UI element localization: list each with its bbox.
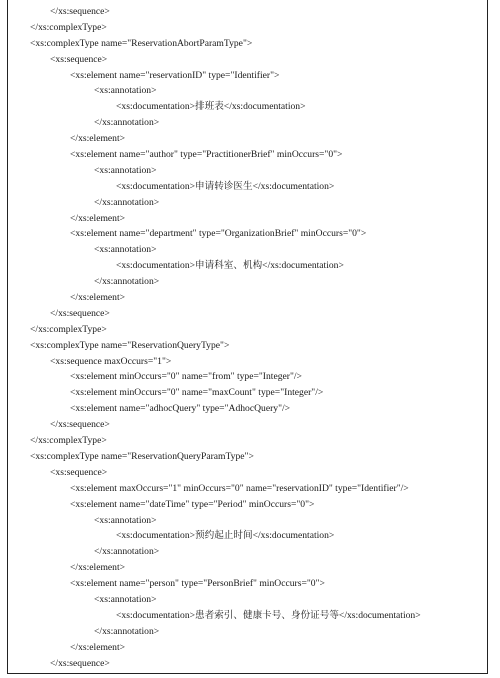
code-line: <xs:documentation>申请科室、机构</xs:documentation>	[116, 260, 344, 272]
code-line: <xs:element maxOccurs="1" minOccurs="0" name="reservationID" type="Identifier"/>	[70, 482, 409, 494]
code-line: <xs:annotation>	[94, 244, 157, 256]
code-line: </xs:element>	[70, 133, 126, 145]
code-line: <xs:sequence maxOccurs="1">	[50, 355, 172, 367]
code-line: <xs:element minOccurs="0" name="maxCount" type="Integer"/>	[70, 387, 324, 399]
code-line: </xs:element>	[70, 641, 126, 653]
code-line: </xs:element>	[70, 562, 126, 574]
code-line: <xs:documentation>患者索引、健康卡号、身份证号等</xs:documentation>	[116, 609, 421, 621]
code-line: <xs:annotation>	[94, 593, 157, 605]
code-line: <xs:documentation>预约起止时间</xs:documentation>	[116, 530, 335, 542]
code-line: <xs:complexType name="ReservationQueryParamType">	[30, 450, 254, 462]
xml-schema-code	[8, 4, 487, 671]
code-line: <xs:sequence>	[50, 466, 108, 478]
code-line: <xs:annotation>	[94, 514, 157, 526]
code-line: <xs:annotation>	[94, 85, 157, 97]
code-listing-frame	[7, 0, 488, 674]
code-line: </xs:complexType>	[30, 323, 107, 335]
code-line: <xs:complexType name="ReservationQueryType">	[30, 339, 230, 351]
code-line: <xs:element name="dateTime" type="Period" minOccurs="0">	[70, 498, 315, 510]
code-line: </xs:sequence>	[50, 419, 110, 431]
code-line: </xs:element>	[70, 292, 126, 304]
code-line: </xs:sequence>	[50, 6, 110, 17]
code-line: <xs:sequence>	[50, 53, 108, 65]
code-line: </xs:annotation>	[94, 117, 160, 129]
code-line: <xs:element name="adhocQuery" type="AdhocQuery"/>	[70, 403, 291, 415]
code-line: <xs:element name="person" type="PersonBrief" minOccurs="0">	[70, 578, 325, 590]
code-line: <xs:documentation>排班表</xs:documentation>	[116, 101, 306, 113]
code-line: <xs:documentation>申请转诊医生</xs:documentation>	[116, 180, 335, 192]
code-line: <xs:annotation>	[94, 164, 157, 176]
code-line: </xs:sequence>	[50, 657, 110, 669]
code-line: </xs:element>	[70, 212, 126, 224]
code-line: </xs:annotation>	[94, 625, 160, 637]
code-line: </xs:complexType>	[30, 21, 107, 33]
code-line: </xs:annotation>	[94, 276, 160, 288]
code-line: <xs:element name="reservationID" type="Identifier">	[70, 69, 280, 81]
code-line: <xs:element minOccurs="0" name="from" type="Integer"/>	[70, 371, 302, 383]
code-line: <xs:element name="department" type="OrganizationBrief" minOccurs="0">	[70, 228, 367, 240]
code-line: </xs:annotation>	[94, 546, 160, 558]
code-line: <xs:element name="author" type="PractitionerBrief" minOccurs="0">	[70, 149, 343, 161]
code-line: </xs:sequence>	[50, 307, 110, 319]
code-line: </xs:annotation>	[94, 196, 160, 208]
code-line: <xs:complexType name="ReservationAbortParamType">	[30, 37, 253, 49]
code-line: </xs:complexType>	[30, 435, 107, 447]
